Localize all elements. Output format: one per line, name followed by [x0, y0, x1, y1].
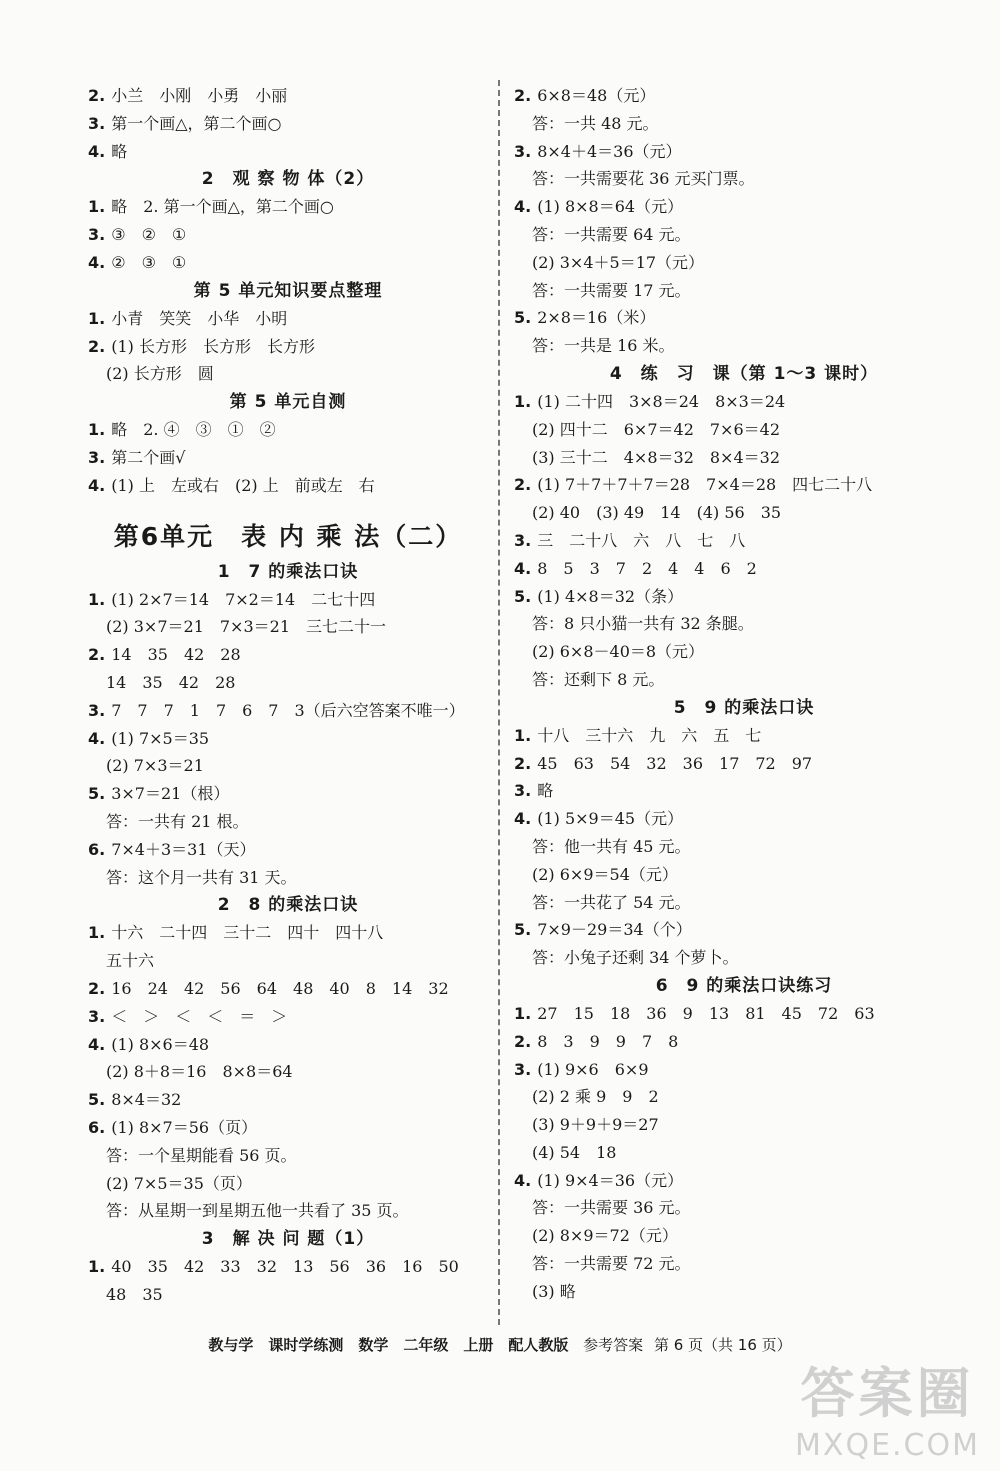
answer-text: (1) 9×4＝36（元）	[537, 1170, 684, 1190]
answer-line	[514, 1222, 974, 1250]
answer-line	[514, 416, 974, 444]
answer-line	[514, 1000, 974, 1028]
answer-line	[514, 499, 974, 527]
answer-text: 小兰 小刚 小勇 小丽	[111, 86, 288, 105]
answer-line	[88, 1142, 488, 1170]
answer-line	[514, 833, 974, 861]
answer-text: (4) 54 18	[532, 1142, 617, 1162]
answer-line	[514, 1028, 974, 1056]
question-number: 5.	[514, 920, 532, 940]
question-number: 3.	[514, 141, 532, 161]
question-number: 3.	[88, 1006, 106, 1026]
answer-text: 答：一共需要 64 元。	[532, 224, 691, 244]
answer-line	[88, 752, 488, 780]
answer-text: 45 63 54 32 36 17 72 97	[537, 753, 813, 773]
right-column	[514, 82, 974, 1306]
watermark-url: MXQE.COM	[795, 1428, 980, 1463]
question-number: 1.	[88, 308, 106, 328]
question-number: 2.	[88, 336, 106, 356]
answer-line	[514, 916, 974, 944]
answer-text: (1) 8×7＝56（页）	[111, 1117, 258, 1137]
answer-line	[514, 165, 974, 193]
question-number: 1.	[514, 1003, 532, 1023]
answer-text: 答：一共花了 54 元。	[532, 892, 691, 912]
answer-text: 略 2. ④ ③ ① ②	[111, 420, 276, 440]
answer-line	[88, 193, 488, 221]
answer-line	[514, 304, 974, 332]
answer-text: 答：从星期一到星期五他一共看了 35 页。	[106, 1201, 409, 1221]
question-number: 1.	[88, 923, 106, 943]
answer-text: 8 5 3 7 2 4 4 6 2	[537, 558, 757, 578]
answer-line	[514, 638, 974, 666]
answer-text: (1) 上 左或右 (2) 上 前或左 右	[111, 475, 375, 495]
answer-text: 48 35	[106, 1284, 163, 1304]
answer-line	[514, 138, 974, 166]
answer-line	[514, 444, 974, 472]
answer-line	[88, 1170, 488, 1198]
footer-book-info: 教与学 课时学练测 数学 二年级 上册 配人教版	[208, 1336, 569, 1354]
answer-line	[514, 750, 974, 778]
answer-line	[88, 333, 488, 361]
question-number: 4.	[514, 197, 532, 217]
answer-line	[88, 947, 488, 975]
watermark-logo	[795, 1351, 980, 1463]
answer-text: 40 35 42 33 32 13 56 36 16 50	[111, 1257, 459, 1277]
question-number: 1.	[514, 725, 532, 745]
answer-text: 五十六	[106, 951, 155, 971]
answer-text: ＜ ＞ ＜ ＜ ＝ ＞	[111, 1006, 288, 1026]
answer-text: 答：8 只小猫一共有 32 条腿。	[532, 614, 754, 634]
answer-text: (1) 7＋7＋7＋7＝28 7×4＝28 四七二十八	[537, 475, 873, 495]
answer-line	[88, 613, 488, 641]
section-heading: 4 练 习 课（第 1～3 课时）	[609, 363, 879, 384]
answer-line	[88, 586, 488, 614]
answer-text: 答：一个星期能看 56 页。	[106, 1145, 297, 1165]
answer-text: (2) 3×7＝21 7×3＝21 三七二十一	[106, 617, 387, 637]
answer-text: (2) 长方形 圆	[106, 364, 214, 384]
answer-text: (2) 40 (3) 49 14 (4) 56 35	[532, 503, 782, 523]
answer-line	[88, 975, 488, 1003]
answer-text: 14 35 42 28	[106, 672, 236, 692]
question-number: 4.	[514, 558, 532, 578]
answer-line	[514, 777, 974, 805]
answer-line	[514, 944, 974, 972]
answer-line	[514, 1083, 974, 1111]
answer-text: (2) 3×4＋5＝17（元）	[532, 252, 705, 272]
answer-line	[514, 1278, 974, 1306]
answer-text: 答：一共需要花 36 元买门票。	[532, 169, 755, 189]
question-number: 5.	[514, 308, 532, 328]
answer-text: 答：一共需要 17 元。	[532, 280, 691, 300]
answer-line	[88, 110, 488, 138]
question-number: 3.	[514, 781, 532, 801]
question-number: 2.	[514, 753, 532, 773]
answer-text: 第一个画△，第二个画○	[111, 113, 282, 133]
footer-page-number: 第 6 页（共 16 页）	[653, 1336, 792, 1354]
column-divider	[498, 80, 500, 1325]
answer-line	[514, 110, 974, 138]
question-number: 4.	[88, 141, 106, 161]
answer-text: (1) 8×6＝48	[111, 1034, 210, 1054]
question-number: 6.	[88, 839, 106, 859]
answer-text: (2) 8＋8＝16 8×8＝64	[106, 1062, 293, 1082]
question-number: 5.	[88, 784, 106, 804]
answer-text: 8 3 9 9 7 8	[537, 1031, 679, 1051]
answer-text: (1) 9×6 6×9	[537, 1059, 649, 1079]
answer-line	[88, 1031, 488, 1059]
answer-line	[88, 864, 488, 892]
answer-text: 答：他一共有 45 元。	[532, 836, 691, 856]
answer-text: 答：这个月一共有 31 天。	[106, 867, 297, 887]
question-number: 4.	[88, 252, 106, 272]
question-number: 4.	[88, 728, 106, 748]
answer-line	[88, 305, 488, 333]
question-number: 3.	[88, 225, 106, 245]
answer-text: 答：小兔子还剩 34 个萝卜。	[532, 948, 739, 968]
section-heading: 第 5 单元知识要点整理	[193, 280, 383, 301]
answer-text: (1) 长方形 长方形 长方形	[111, 336, 315, 356]
answer-text: (1) 4×8＝32（条）	[537, 586, 684, 606]
answer-text: 答：一共 48 元。	[532, 113, 659, 133]
answer-line	[514, 471, 974, 499]
answer-line	[88, 1058, 488, 1086]
answer-text: ② ③ ①	[111, 252, 187, 272]
question-number: 3.	[514, 530, 532, 550]
answer-line	[514, 666, 974, 694]
answer-text: (3) 三十二 4×8＝32 8×4＝32	[532, 447, 781, 467]
answer-line	[88, 221, 488, 249]
answer-line	[88, 697, 488, 725]
answer-text: 7 7 7 1 7 6 7 3（后六空答案不唯一）	[111, 700, 465, 720]
answer-text: (2) 6×8－40＝8（元）	[532, 642, 705, 662]
answer-text: 略	[111, 141, 128, 161]
answer-text: 三 二十八 六 八 七 八	[537, 530, 746, 550]
question-number: 1.	[88, 420, 106, 440]
section-heading: 2 8 的乘法口诀	[217, 895, 359, 916]
answer-line	[514, 249, 974, 277]
answer-line	[88, 836, 488, 864]
answer-text: (1) 7×5＝35	[111, 728, 210, 748]
answer-line	[88, 82, 488, 110]
answer-text: 8×4＋4＝36（元）	[537, 141, 682, 161]
answer-line	[514, 193, 974, 221]
answer-text: 6×8＝48（元）	[537, 86, 656, 105]
answer-text: 7×9－29＝34（个）	[537, 920, 692, 940]
section-heading: 6 9 的乘法口诀练习	[655, 975, 833, 996]
answer-line	[514, 277, 974, 305]
question-number: 4.	[88, 1034, 106, 1054]
answer-line	[514, 1139, 974, 1167]
question-number: 1.	[514, 391, 532, 411]
answer-text: 16 24 42 56 64 48 40 8 14 32	[111, 978, 449, 998]
question-number: 6.	[88, 1117, 106, 1137]
answer-text: 2×8＝16（米）	[537, 308, 656, 328]
answer-text: 十八 三十六 九 六 五 七	[537, 725, 762, 745]
answer-text: 答：一共需要 72 元。	[532, 1254, 691, 1274]
answer-line	[88, 780, 488, 808]
answer-line	[514, 889, 974, 917]
answer-text: 略	[537, 781, 554, 801]
section-heading: 2 观 察 物 体（2）	[201, 169, 375, 190]
spacer	[88, 500, 488, 512]
question-number: 2.	[88, 645, 106, 665]
answer-text: 3×7＝21（根）	[111, 784, 230, 804]
question-number: 5.	[88, 1090, 106, 1110]
answer-text: (2) 6×9＝54（元）	[532, 864, 678, 884]
answer-line	[88, 1086, 488, 1114]
answer-text: 答：一共需要 36 元。	[532, 1198, 691, 1218]
unit-title: 第6单元 表 内 乘 法（二）	[113, 521, 463, 551]
question-number: 2.	[88, 86, 106, 105]
answer-line	[88, 725, 488, 753]
answer-line	[514, 805, 974, 833]
answer-line	[514, 1250, 974, 1278]
answer-line	[88, 1114, 488, 1142]
answer-line	[88, 641, 488, 669]
answer-text: (2) 7×5＝35（页）	[106, 1173, 252, 1193]
answer-text: 十六 二十四 三十二 四十 四十八	[111, 923, 384, 943]
answer-text: (1) 二十四 3×8＝24 8×3＝24	[537, 391, 786, 411]
answer-text: 答：还剩下 8 元。	[532, 669, 665, 689]
question-number: 2.	[514, 475, 532, 495]
question-number: 4.	[514, 1170, 532, 1190]
watermark-text: 答案圈	[800, 1362, 975, 1425]
answer-line	[88, 1253, 488, 1281]
answer-line	[88, 808, 488, 836]
answer-text: 7×4＋3＝31（天）	[111, 839, 256, 859]
answer-line	[88, 1281, 488, 1309]
section-heading: 1 7 的乘法口诀	[217, 561, 359, 582]
answer-text: (2) 7×3＝21	[106, 756, 204, 776]
answer-text: (2) 8×9＝72（元）	[532, 1226, 678, 1246]
answer-text: 8×4＝32	[111, 1090, 182, 1110]
answer-text: (2) 2 乘 9 9 2	[532, 1087, 659, 1107]
answer-line	[514, 1194, 974, 1222]
question-number: 2.	[514, 1031, 532, 1051]
answer-line	[88, 669, 488, 697]
question-number: 3.	[88, 700, 106, 720]
answer-text: (2) 四十二 6×7＝42 7×6＝42	[532, 419, 781, 439]
answer-text: (1) 2×7＝14 7×2＝14 二七十四	[111, 589, 376, 609]
answer-line	[88, 416, 488, 444]
question-number: 2.	[88, 978, 106, 998]
answer-text: 略 2. 第一个画△，第二个画○	[111, 197, 334, 217]
answer-text: (1) 5×9＝45（元）	[537, 809, 684, 829]
section-heading: 3 解 决 问 题（1）	[201, 1229, 375, 1250]
answer-line	[88, 472, 488, 500]
answer-text: ③ ② ①	[111, 225, 187, 245]
answer-line	[514, 527, 974, 555]
footer-section: 参考答案	[583, 1336, 644, 1354]
answer-line	[514, 555, 974, 583]
answer-line	[514, 221, 974, 249]
answer-line	[88, 249, 488, 277]
answer-text: (3) 略	[532, 1281, 576, 1301]
left-column	[88, 82, 488, 1309]
answer-line	[88, 138, 488, 166]
answer-line	[88, 1003, 488, 1031]
question-number: 1.	[88, 1257, 106, 1277]
answer-line	[514, 332, 974, 360]
answer-line	[88, 444, 488, 472]
answer-text: 答：一共有 21 根。	[106, 811, 249, 831]
answer-line	[88, 360, 488, 388]
answer-text: (3) 9＋9＋9＝27	[532, 1115, 659, 1135]
question-number: 3.	[88, 113, 106, 133]
question-number: 2.	[514, 86, 532, 105]
answer-text: (1) 8×8＝64（元）	[537, 197, 684, 217]
question-number: 4.	[514, 809, 532, 829]
answer-line	[88, 919, 488, 947]
answer-line	[514, 388, 974, 416]
question-number: 1.	[88, 589, 106, 609]
answer-line	[514, 861, 974, 889]
answer-line	[514, 82, 974, 110]
question-number: 3.	[88, 447, 106, 467]
section-heading: 第 5 单元自测	[229, 392, 347, 413]
section-heading: 5 9 的乘法口诀	[673, 697, 815, 718]
answer-text: 小青 笑笑 小华 小明	[111, 308, 288, 328]
answer-text: 27 15 18 36 9 13 81 45 72 63	[537, 1003, 875, 1023]
answer-line	[514, 1056, 974, 1084]
answer-text: 答：一共是 16 米。	[532, 336, 675, 356]
answer-text: 14 35 42 28	[111, 645, 241, 665]
answer-text: 第二个画√	[111, 447, 186, 467]
answer-line	[88, 1197, 488, 1225]
answer-line	[514, 722, 974, 750]
answer-line	[514, 1167, 974, 1195]
answer-line	[514, 610, 974, 638]
answer-line	[514, 1111, 974, 1139]
question-number: 4.	[88, 475, 106, 495]
question-number: 3.	[514, 1059, 532, 1079]
question-number: 5.	[514, 586, 532, 606]
question-number: 1.	[88, 197, 106, 217]
answer-line	[514, 583, 974, 611]
